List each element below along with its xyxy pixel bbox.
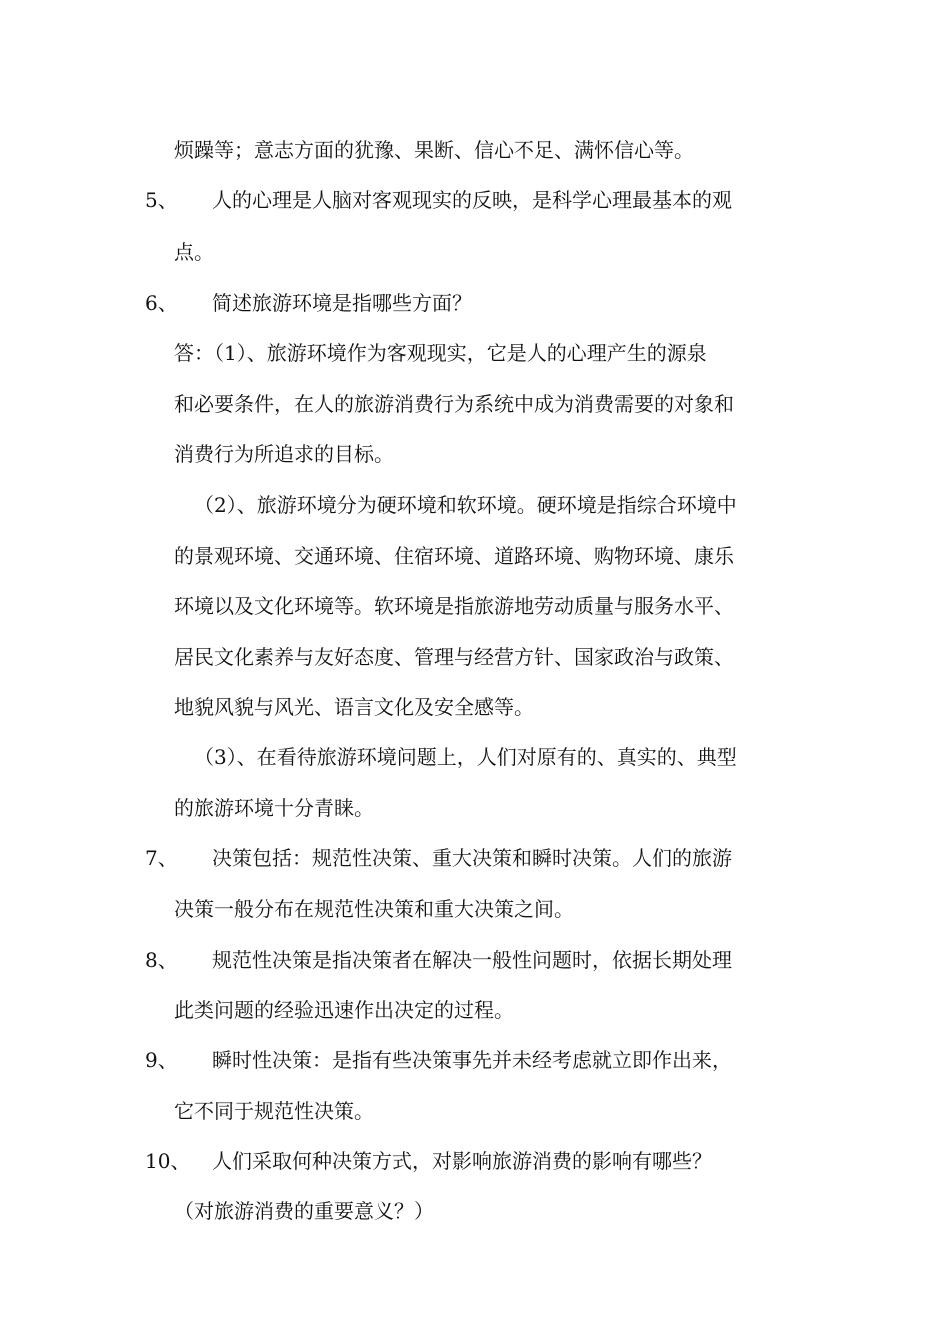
text-line: 简述旅游环境是指哪些方面？: [212, 291, 472, 315]
text-line: （对旅游消费的重要意义？）: [174, 1199, 434, 1223]
text-line: 消费行为所追求的目标。: [174, 442, 394, 466]
item-number-10: 10、: [145, 1149, 191, 1173]
text-line: 的景观环境、交通环境、住宿环境、道路环境、购物环境、康乐: [174, 544, 734, 568]
text-line: 和必要条件，在人的旅游消费行为系统中成为消费需要的对象和: [174, 392, 734, 416]
text-line: 人们采取何种决策方式，对影响旅游消费的影响有哪些？: [212, 1149, 712, 1173]
text-line: 的旅游环境十分青睐。: [174, 796, 374, 820]
text-line: 此类问题的经验迅速作出决定的过程。: [174, 998, 514, 1022]
item-number-7: 7、: [145, 846, 178, 870]
text-line: 烦躁等；意志方面的犹豫、果断、信心不足、满怀信心等。: [174, 138, 694, 162]
text-line: 地貌风貌与风光、语言文化及安全感等。: [174, 695, 534, 719]
item-number-9: 9、: [145, 1048, 178, 1072]
item-number-8: 8、: [145, 948, 178, 972]
text-line: 居民文化素养与友好态度、管理与经营方针、国家政治与政策、: [174, 645, 734, 669]
text-line: （2）、旅游环境分为硬环境和软环境。硬环境是指综合环境中: [194, 493, 737, 517]
text-line: （3）、在看待旅游环境问题上，人们对原有的、真实的、典型: [194, 745, 737, 769]
text-line: 决策包括：规范性决策、重大决策和瞬时决策。人们的旅游: [212, 846, 732, 870]
text-line: 人的心理是人脑对客观现实的反映，是科学心理最基本的观: [212, 188, 732, 212]
item-number-6: 6、: [145, 291, 178, 315]
text-line: 点。: [174, 240, 214, 264]
text-line: 瞬时性决策：是指有些决策事先并未经考虑就立即作出来，: [212, 1048, 732, 1072]
text-line: 答：（1）、旅游环境作为客观现实，它是人的心理产生的源泉: [174, 341, 707, 365]
text-line: 决策一般分布在规范性决策和重大决策之间。: [174, 897, 574, 921]
text-line: 它不同于规范性决策。: [174, 1099, 374, 1123]
item-number-5: 5、: [145, 188, 178, 212]
text-line: 规范性决策是指决策者在解决一般性问题时，依据长期处理: [212, 948, 732, 972]
text-line: 环境以及文化环境等。软环境是指旅游地劳动质量与服务水平、: [174, 594, 734, 618]
